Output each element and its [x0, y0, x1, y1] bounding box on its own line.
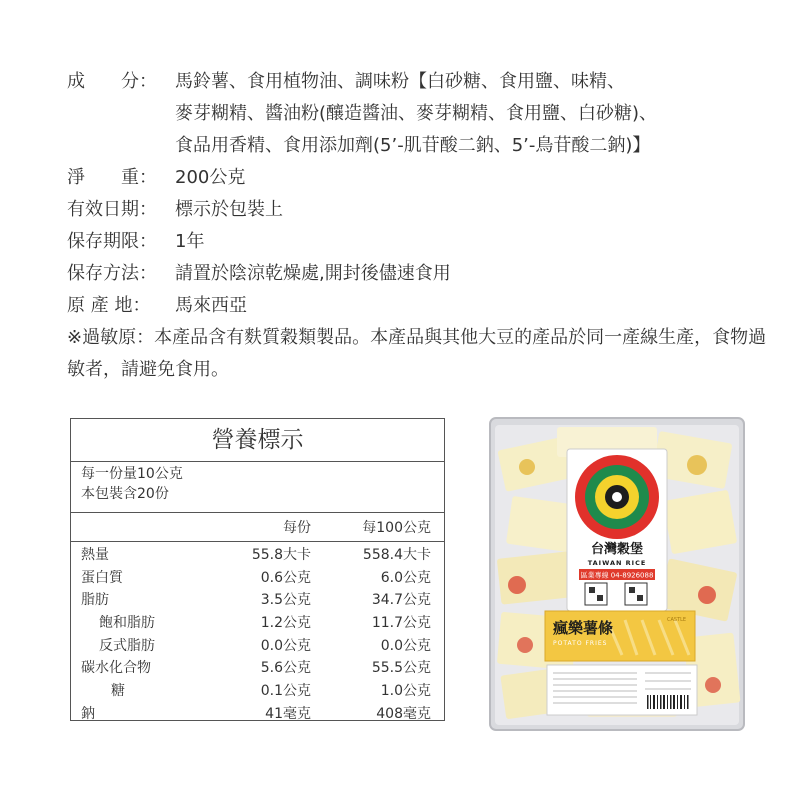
expiry-value: 標示於包裝上: [175, 199, 283, 220]
ingredients-line-2: 麥芽糊精、醬油粉(釀造醬油、麥芽糊精、食用鹽、白砂糖)、: [175, 103, 658, 124]
ingredients-line-1: 馬鈴薯、食用植物油、調味粉【白砂糖、食用鹽、味精、: [175, 71, 625, 92]
nutrient-per-100g: 34.7公克: [371, 592, 431, 609]
brand-logo: [575, 455, 659, 539]
col-per-100g: 每100公克: [362, 520, 431, 536]
nutrient-name: 鈉: [81, 705, 95, 722]
nutrient-name: 反式脂肪: [99, 637, 155, 654]
nutrition-row-sugar: [71, 680, 444, 703]
ingredients-label: 成 分：: [67, 71, 157, 92]
nutrient-per-100g: 6.0公克: [380, 569, 431, 586]
expiry-row: [67, 194, 767, 226]
product-name-en: POTATO FRIES: [553, 640, 608, 647]
nutrition-row-trans-fat: [71, 635, 444, 658]
nutrient-name: 蛋白質: [81, 569, 123, 586]
nutrition-row-energy: [71, 544, 444, 567]
origin-row: [67, 290, 767, 322]
nutrient-name: 熱量: [81, 547, 109, 563]
nutrient-per-100g: 11.7公克: [371, 615, 431, 632]
nutrient-name: 碳水化合物: [81, 660, 151, 677]
nutrient-per-100g: 558.4大卡: [362, 547, 431, 563]
nutrition-header-row: [71, 513, 444, 542]
origin-value: 馬來西亞: [175, 295, 247, 316]
service-phone: 區業專線 04-8926088: [580, 571, 654, 580]
nutrient-per-100g: 1.0公克: [380, 683, 431, 700]
nutrient-per-serving: 1.2公克: [260, 615, 311, 632]
storage-label: 保存方法：: [67, 263, 157, 284]
servings-per-package: 本包裝含20份: [81, 486, 169, 502]
product-info: [67, 66, 767, 386]
col-per-serving: 每份: [283, 520, 311, 536]
nutrient-per-serving: 0.1公克: [260, 683, 311, 700]
nutrition-title: 營養標示: [71, 419, 444, 462]
nutrition-row-fat: [71, 589, 444, 612]
nutrient-per-serving: 5.6公克: [260, 660, 311, 677]
origin-label: 原 產 地：: [67, 295, 151, 316]
expiry-label: 有效日期：: [67, 199, 157, 220]
nutrition-row-sodium: [71, 703, 444, 726]
nutrient-per-serving: 3.5公克: [260, 592, 311, 609]
nutrient-name: 飽和脂肪: [99, 615, 155, 632]
nutrient-per-serving: 55.8大卡: [251, 547, 311, 563]
nutrient-per-100g: 0.0公克: [380, 637, 431, 654]
nutrient-per-100g: 55.5公克: [371, 660, 431, 677]
weight-row: [67, 162, 767, 194]
nutrition-body: [71, 542, 444, 726]
qr-code-icon: [625, 583, 647, 605]
nutrient-name: 脂肪: [81, 592, 109, 609]
storage-value: 請置於陰涼乾燥處,開封後儘速食用: [175, 263, 451, 284]
ingredients-line-3: 食品用香精、食用添加劑(5’-肌苷酸二鈉、5’-鳥苷酸二鈉)】: [175, 135, 651, 156]
weight-label: 淨 重：: [67, 167, 157, 188]
allergy-notice: ※過敏原：本產品含有麩質穀類製品。本產品與其他大豆的產品於同一產線生產，食物過敏者，請避免食用。: [67, 327, 767, 380]
ingredients-row: [67, 66, 767, 98]
shelf-life-row: [67, 226, 767, 258]
serving-info: [71, 462, 444, 513]
nutrient-per-serving: 0.0公克: [260, 637, 311, 654]
nutrition-table: [70, 418, 445, 721]
nutrition-row-saturated-fat: [71, 612, 444, 635]
serving-size: 每一份量10公克: [81, 466, 183, 482]
nutrition-row-carbohydrate: [71, 657, 444, 680]
shelf-life-label: 保存期限：: [67, 231, 157, 252]
brand-name-cn: 台灣穀堡: [590, 542, 644, 557]
nutrient-name: 糖: [111, 683, 125, 700]
weight-value: 200公克: [175, 167, 246, 188]
nutrient-per-serving: 41毫克: [265, 705, 311, 722]
qr-code-icon: [585, 583, 607, 605]
product-package-photo: [487, 415, 747, 733]
logo-text: CASTLE: [667, 617, 687, 623]
product-name-cn: 瘋樂薯條: [553, 619, 614, 637]
storage-row: [67, 258, 767, 290]
nutrient-per-serving: 0.6公克: [260, 569, 311, 586]
shelf-life-value: 1年: [175, 231, 205, 252]
brand-name-en: TAIWAN RICE: [587, 559, 647, 567]
nutrition-row-protein: [71, 567, 444, 590]
nutrient-per-100g: 408毫克: [376, 705, 431, 722]
